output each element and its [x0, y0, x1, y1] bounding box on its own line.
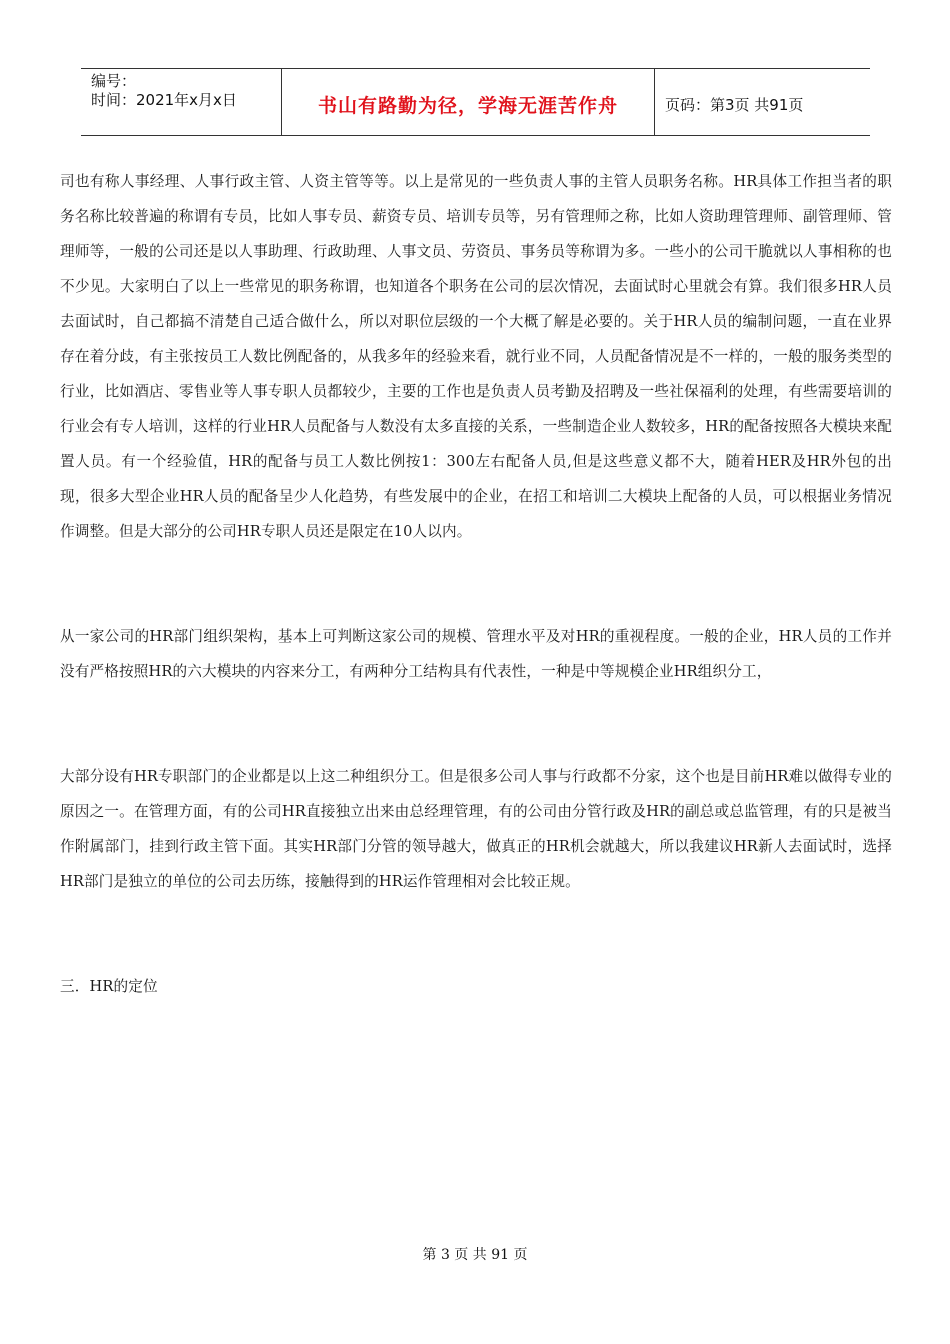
header-number-label: 编号： — [91, 72, 137, 90]
footer-page-number: 第 3 页 共 91 页 — [422, 1247, 528, 1263]
header-meta — [81, 69, 281, 135]
header-motto-cell — [281, 69, 655, 135]
section-heading-hr-positioning: 三．HR的定位 — [60, 978, 158, 995]
header-motto: 书山有路勤为径，学海无涯苦作舟 — [317, 94, 618, 117]
document-header — [81, 68, 870, 136]
paragraph-1: 司也有称人事经理、人事行政主管、人资主管等等。以上是常见的一些负责人事的主管人员职务名称。HR具体工作担当者的职务名称比较普遍的称谓有专员，比如人事专员、薪资专员、培训专员等，另有管理师之称，比如人资助理管理师、副管理师、管理师等，一般的公司还是以人事助理、行政助理、人事文员、劳资员、事务员等称谓为多。一些小的公司干脆就以人事相称的也不少见。大家明白了以上一些常见的职务称谓，也知道各个职务在公司的层次情况，去面试时心里就会有算。我们很多HR人员去面试时，自己都搞不清楚自己适合做什么，所以对职位层级的一个大概了解是必要的。关于HR人员的编制问题，一直在业界存在着分歧，有主张按员工人数比例配备的，从我多年的经验来看，就行业不同，人员配备情况是不一样的，一般的服务类型的行业，比如酒店、零售业等人事专职人员都较少，主要的工作也是负责人员考勤及招聘及一些社保福利的处理，有些需要培训的行业会有专人培训，这样的行业HR人员配备与人数没有太多直接的关系，一些制造企业人数较多，HR的配备按照各大模块来配置人员。有一个经验值，HR的配备与员工人数比例按1：300左右配备人员,但是这些意义都不大，随着HER及HR外包的出现，很多大型企业HR人员的配备呈少人化趋势，有些发展中的企业，在招工和培训二大模块上配备的人员，可以根据业务情况作调整。但是大部分的公司HR专职人员还是限定在10人以内。 — [60, 173, 892, 540]
document-body — [60, 164, 892, 1004]
paragraph-2: 从一家公司的HR部门组织架构，基本上可判断这家公司的规模、管理水平及对HR的重视程度。一般的企业，HR人员的工作并没有严格按照HR的六大模块的内容来分工，有两种分工结构具有代表性，一种是中等规模企业HR组织分工， — [60, 628, 892, 680]
paragraph-3: 大部分设有HR专职部门的企业都是以上这二种组织分工。但是很多公司人事与行政都不分家，这个也是目前HR难以做得专业的原因之一。在管理方面，有的公司HR直接独立出来由总经理管理，有的公司由分管行政及HR的副总或总监管理，有的只是被当作附属部门，挂到行政主管下面。其实HR部门分管的领导越大，做真正的HR机会就越大，所以我建议HR新人去面试时，选择HR部门是独立的单位的公司去历练，接触得到的HR运作管理相对会比较正规。 — [60, 768, 892, 890]
header-date: 时间：2021年x月x日 — [91, 91, 237, 109]
header-page-info: 页码：第3页 共91页 — [665, 95, 804, 114]
page-footer — [0, 1244, 950, 1264]
